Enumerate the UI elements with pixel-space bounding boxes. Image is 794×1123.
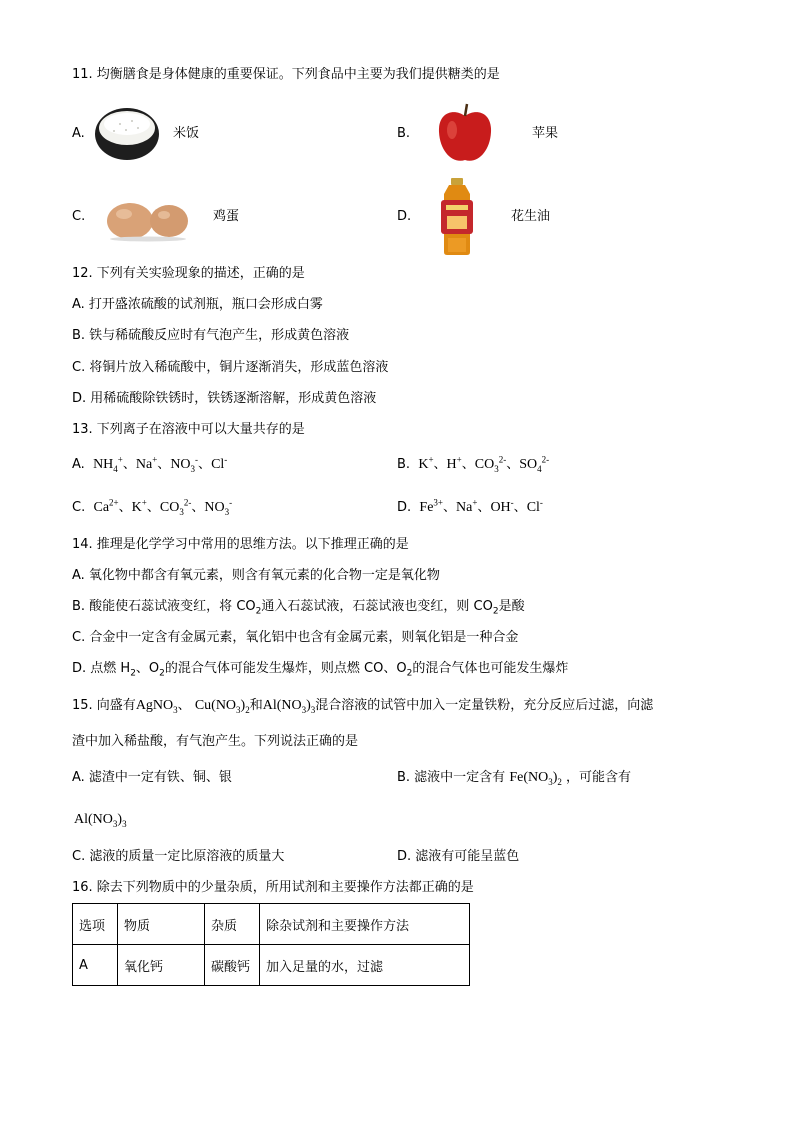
q16-table <box>72 903 470 986</box>
q15-option-c: C. 滤液的质量一定比原溶液的质量大 <box>72 849 285 864</box>
q11-option-b-text: 苹果 <box>532 126 559 141</box>
q15-stem-line1: 15. 向盛有AgNO$_3$、 $Cu(NO_3)_2$和$Al(NO_3)_3$混合溶液的试管中加入一定量铁粉，充分反应后过滤，向滤 <box>72 698 654 715</box>
q11-stem: 11. 均衡膳食是身体健康的重要保证。下列食品中主要为我们提供糖类的是 <box>72 67 500 82</box>
table-cell: 碳酸钙 <box>205 945 260 986</box>
q13-option-a: A. $NH_4^+$、Na+、$NO_3^-$、Cl- <box>72 454 228 474</box>
table-cell: 加入足量的水，过滤 <box>260 945 470 986</box>
q15-stem-line2: 渣中加入稀盐酸，有气泡产生。下列说法正确的是 <box>72 734 359 749</box>
q11-option-a-text: 米饭 <box>173 126 200 141</box>
q12-option-a: A. 打开盛浓硫酸的试剂瓶，瓶口会形成白雾 <box>72 297 323 312</box>
table-header-cell: 选项 <box>73 904 118 945</box>
q12-stem: 12. 下列有关实验现象的描述，正确的是 <box>72 266 305 281</box>
table-header-cell: 杂质 <box>205 904 260 945</box>
q15-option-d: D. 滤液有可能呈蓝色 <box>397 849 520 864</box>
q12-option-d: D. 用稀硫酸除铁锈时，铁锈逐渐溶解，形成黄色溶液 <box>72 391 377 406</box>
q11-option-d-label: D. <box>397 209 412 224</box>
q13-option-b: B. K+、H+、$CO_3^{2-}$、$SO_4^{2-}$ <box>397 454 550 474</box>
oil-bottle-image <box>438 178 476 256</box>
q16-stem: 16. 除去下列物质中的少量杂质，所用试剂和主要操作方法都正确的是 <box>72 880 474 895</box>
rice-bowl-image <box>94 104 160 162</box>
q13-option-d: D. $Fe^{3+}$、Na+、OH-、Cl- <box>397 497 543 515</box>
eggs-image <box>104 198 190 242</box>
table-header-cell: 除杂试剂和主要操作方法 <box>260 904 470 945</box>
q11-option-d-text: 花生油 <box>511 209 551 224</box>
table-cell: A <box>73 945 118 986</box>
table-row <box>73 945 470 986</box>
table-cell: 氧化钙 <box>118 945 205 986</box>
q12-option-b: B. 铁与稀硫酸反应时有气泡产生，形成黄色溶液 <box>72 328 350 343</box>
q11-option-c-label: C. <box>72 209 86 224</box>
q12-option-c: C. 将铜片放入稀硫酸中，铜片逐渐消失，形成蓝色溶液 <box>72 360 389 375</box>
q11-option-b-label: B. <box>397 126 411 141</box>
q13-option-c: C. $Ca^{2+}$、K+、$CO_3^{2-}$、$NO_3^-$ <box>72 497 233 517</box>
q14-option-a: A. 氧化物中都含有氧元素，则含有氧元素的化合物一定是氧化物 <box>72 568 440 583</box>
q15-option-b: B. 滤液中一定含有 $Fe(NO_3)_2$ ，可能含有 <box>397 770 632 787</box>
apple-image <box>436 102 494 164</box>
q13-stem: 13. 下列离子在溶液中可以大量共存的是 <box>72 422 305 437</box>
q14-option-b: B. 酸能使石蕊试液变红，将 $CO_2$通入石蕊试液，石蕊试液也变红，则 $CO_2$是酸 <box>72 599 525 617</box>
q11-option-c-text: 鸡蛋 <box>213 209 240 224</box>
q14-option-d: D. 点燃 $H_2$、$O_2$的混合气体可能发生爆炸，则点燃 CO、$O_2$的混合气体也可能发生爆炸 <box>72 661 569 679</box>
q14-option-c: C. 合金中一定含有金属元素，氧化铝中也含有金属元素，则氧化铝是一种合金 <box>72 630 519 645</box>
q15-option-a: A. 滤渣中一定有铁、铜、银 <box>72 770 232 785</box>
q11-option-a-label: A. <box>72 126 85 141</box>
q14-stem: 14. 推理是化学学习中常用的思维方法。以下推理正确的是 <box>72 537 409 552</box>
table-header-row <box>73 904 470 945</box>
table-header-cell: 物质 <box>118 904 205 945</box>
q15-option-b-continued: $Al(NO_3)_3$ <box>74 812 127 829</box>
